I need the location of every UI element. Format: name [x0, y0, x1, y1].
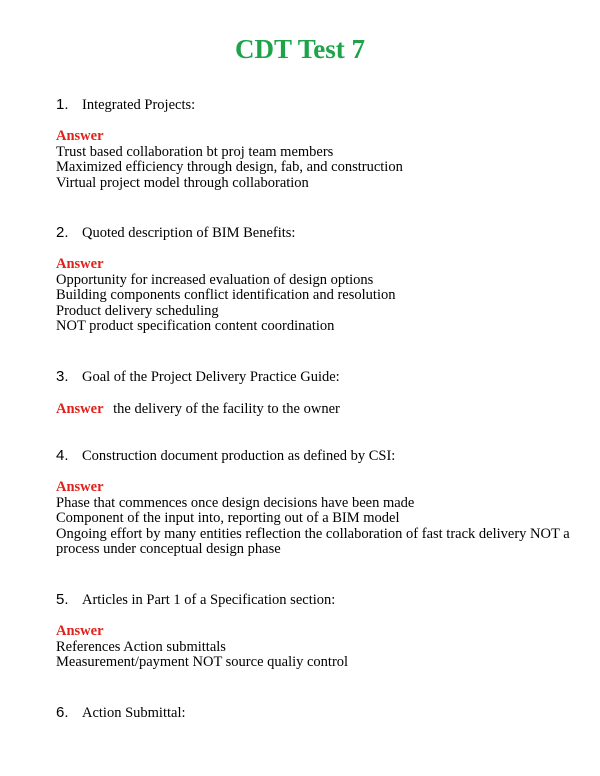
question-heading	[56, 95, 556, 115]
answer-line: process under conceptual design phase	[56, 541, 281, 557]
answer-block	[56, 624, 556, 671]
question-number: 1.	[56, 96, 69, 113]
question-text: Articles in Part 1 of a Specification section:	[82, 592, 336, 608]
question-number: 4.	[56, 447, 69, 464]
answer-label: Answer	[56, 623, 104, 639]
question-text: Action Submittal:	[82, 705, 186, 721]
answer-line: Building components conflict identification and resolution	[56, 287, 396, 303]
answer-label: Answer	[56, 479, 104, 495]
answer-label: Answer	[56, 128, 104, 144]
answer-line: the delivery of the facility to the owner	[113, 401, 340, 417]
answer-block	[56, 479, 570, 558]
answer-label: Answer	[56, 401, 104, 417]
question-1	[56, 95, 556, 191]
answer-line: Product delivery scheduling	[56, 302, 219, 319]
question-number: 3.	[56, 368, 69, 385]
question-number: 5.	[56, 591, 69, 608]
question-2	[56, 223, 556, 335]
question-heading	[56, 590, 556, 610]
question-heading	[56, 703, 556, 723]
answer-block	[56, 129, 556, 191]
question-number: 6.	[56, 704, 69, 721]
question-heading	[56, 446, 556, 466]
question-heading	[56, 367, 556, 387]
question-5	[56, 590, 556, 671]
question-text: Goal of the Project Delivery Practice Guide:	[82, 369, 340, 385]
question-text: Quoted description of BIM Benefits:	[82, 225, 296, 241]
answer-line: Opportunity for increased evaluation of design options	[56, 271, 374, 288]
answer-label: Answer	[56, 256, 104, 272]
answer-line: Trust based collaboration bt proj team members	[56, 143, 334, 160]
answer-line: Phase that commences once design decisions have been made	[56, 494, 415, 511]
question-3	[56, 367, 556, 418]
question-text: Integrated Projects:	[82, 97, 196, 113]
answer-line: Component of the input into, reporting out of a BIM model	[56, 510, 400, 526]
answer-line: References Action submittals	[56, 638, 226, 655]
question-4	[56, 446, 570, 558]
question-text: Construction document production as defined by CSI:	[82, 448, 396, 464]
answer-block	[56, 257, 556, 335]
answer-line: Maximized efficiency through design, fab, and construction	[56, 159, 403, 175]
question-6	[56, 703, 556, 723]
answer-block	[56, 401, 556, 418]
answer-line: Ongoing effort by many entities reflection the collaboration of fast track delivery NOT a	[56, 525, 570, 542]
question-number: 2.	[56, 224, 69, 241]
page-title: CDT Test 7	[234, 34, 366, 64]
answer-line: Measurement/payment NOT source qualiy control	[56, 654, 349, 670]
answer-line: NOT product specification content coordination	[56, 318, 335, 334]
question-heading	[56, 223, 556, 243]
answer-line: Virtual project model through collaboration	[56, 174, 309, 191]
